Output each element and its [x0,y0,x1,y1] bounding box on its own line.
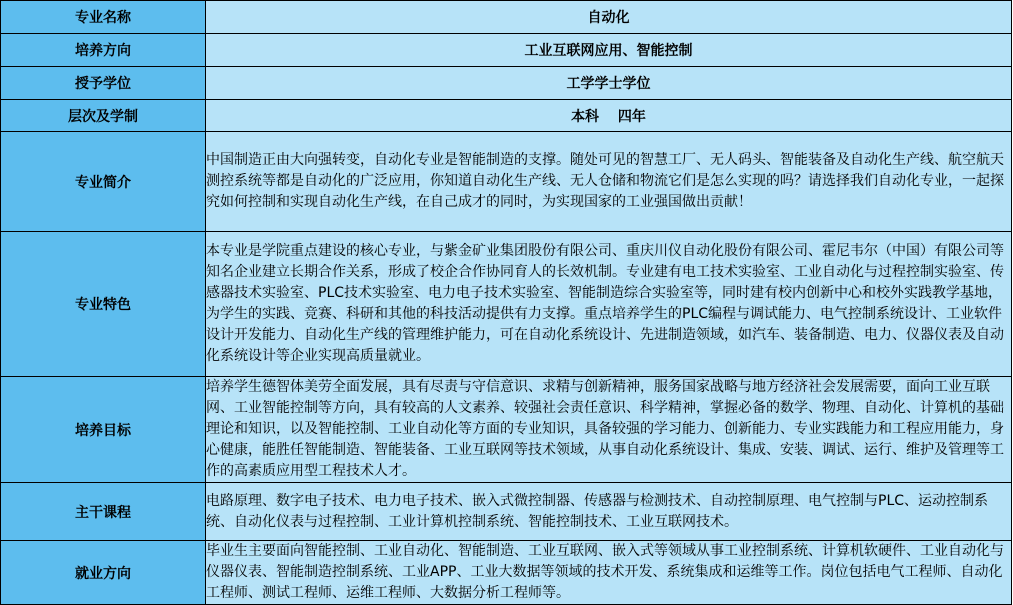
table-row-core-courses [1,483,1012,541]
row-label-level-duration: 层次及学制 [1,100,206,132]
row-value-core-courses: 电路原理、数字电子技术、电力电子技术、嵌入式微控制器、传感器与检测技术、自动控制原理、电气控制与PLC、运动控制系统、自动化仪表与过程控制、工业计算机控制系统、智能控制技术、工业互联网技术。 [206,483,1012,541]
row-label-core-courses: 主干课程 [1,483,206,541]
table-row-introduction [1,132,1012,232]
row-label-introduction: 专业简介 [1,132,206,232]
table-row-objectives [1,377,1012,483]
table-row-employment [1,541,1012,605]
row-value-training-direction: 工业互联网应用、智能控制 [206,34,1012,67]
table-row-level-duration [1,100,1012,132]
row-label-training-direction: 培养方向 [1,34,206,67]
table-row-features [1,232,1012,377]
row-value-features: 本专业是学院重点建设的核心专业，与紫金矿业集团股份有限公司、重庆川仪自动化股份有限公司、霍尼韦尔（中国）有限公司等知名企业建立长期合作关系，形成了校企合作协同育人的长效机制。专业建有电工技术实验室、工业自动化与过程控制实验室、传感器技术实验室、PLC技术实验室、电力电子技术实验室、智能制造综合实验室等，同时建有校内创新中心和校外实践教学基地，为学生的实践、竞赛、科研和其他的科技活动提供有力支撑。重点培养学生的PLC编程与调试能力、电气控制系统设计、工业软件设计开发能力、自动化生产线的管理维护能力，可在自动化系统设计、先进制造领域，如汽车、装备制造、电力、仪器仪表及自动化系统设计等企业实现高质量就业。 [206,232,1012,377]
row-label-features: 专业特色 [1,232,206,377]
row-value-employment: 毕业生主要面向智能控制、工业自动化、智能制造、工业互联网、嵌入式等领域从事工业控制系统、计算机软硬件、工业自动化与仪器仪表、智能制造控制系统、工业APP、工业大数据等领域的技术开发、系统集成和运维等工作。岗位包括电气工程师、自动化工程师、测试工程师、运维工程师、大数据分析工程师等。 [206,541,1012,605]
row-label-degree: 授予学位 [1,67,206,100]
row-value-degree: 工学学士学位 [206,67,1012,100]
table-row-major-name [1,1,1012,34]
table-row-degree [1,67,1012,100]
row-value-objectives: 培养学生德智体美劳全面发展，具有尽责与守信意识、求精与创新精神，服务国家战略与地方经济社会发展需要，面向工业互联网、工业智能控制等方向，具有较高的人文素养、较强社会责任意识、科学精神，掌握必备的数学、物理、自动化、计算机的基础理论和知识，以及智能控制、工业自动化等方面的专业知识，具备较强的学习能力、创新能力、专业实践能力和工程应用能力，身心健康，能胜任智能制造、智能装备、工业互联网等技术领域，从事自动化系统设计、集成、安装、调试、运行、维护及管理等工作的高素质应用型工程技术人才。 [206,377,1012,483]
row-value-level-duration: 本科 四年 [206,100,1012,132]
row-label-objectives: 培养目标 [1,377,206,483]
row-label-major-name: 专业名称 [1,1,206,34]
row-value-major-name: 自动化 [206,1,1012,34]
row-label-employment: 就业方向 [1,541,206,605]
row-value-introduction: 中国制造正由大向强转变，自动化专业是智能制造的支撑。随处可见的智慧工厂、无人码头、智能装备及自动化生产线、航空航天测控系统等都是自动化的广泛应用，你知道自动化生产线、无人仓储和物流它们是怎么实现的吗？请选择我们自动化专业，一起探究如何控制和实现自动化生产线，在自己成才的同时，为实现国家的工业强国做出贡献！ [206,132,1012,232]
table-row-training-direction [1,34,1012,67]
